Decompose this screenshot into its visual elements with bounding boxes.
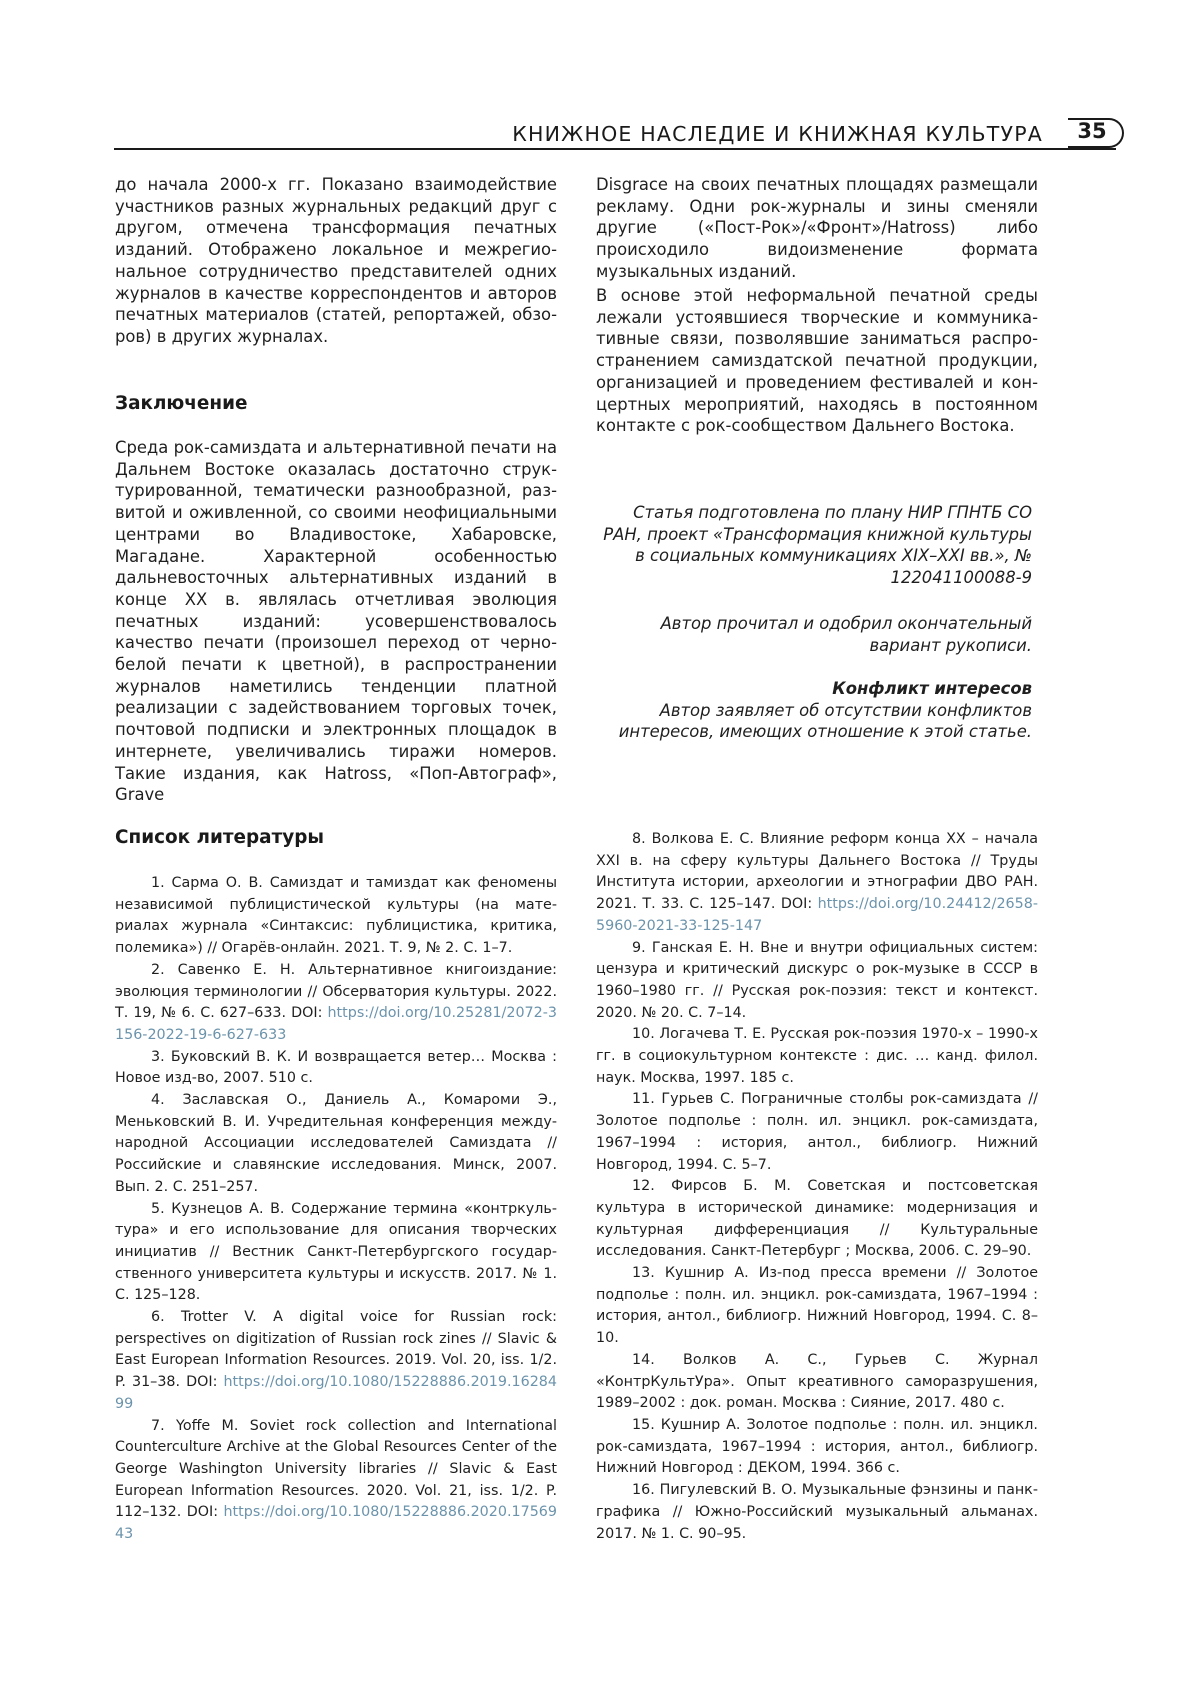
- reference-item: [596, 1176, 1038, 1263]
- header-rule: [114, 148, 1116, 150]
- reference-item: [596, 1089, 1038, 1176]
- reference-doi-link[interactable]: https://doi.org/10.25281/2072-3156-2022-19-6-627-633: [115, 1005, 557, 1043]
- approval-note: Автор прочитал и одобрил окончательный вариант рукописи.: [660, 614, 1032, 655]
- reference-number: 6.: [151, 1309, 182, 1326]
- reference-item: [596, 1350, 1038, 1415]
- references-left: [115, 873, 557, 1546]
- reference-number: 2.: [151, 961, 178, 978]
- reference-text: Буковский В. К. И возвращается ветер… Москва : Новое изд-во, 2007. 510 с.: [115, 1048, 557, 1087]
- conclusion-body: [115, 437, 557, 806]
- reference-text: Фирсов Б. М. Советская и постсоветская культура в исторической динамике: модернизация и культурная дифференциация // Культуральные исследования. Санкт-Петербург ; Москва, 2006. С. 29–90.: [596, 1178, 1038, 1260]
- conflict-block: [600, 678, 1032, 743]
- reference-number: 14.: [632, 1351, 684, 1368]
- reference-number: 12.: [632, 1178, 672, 1195]
- reference-text: Сарма О. В. Самиздат и тамиздат как феномены независимой публицистической культуры (на материалах журнала «Синтаксис: публицистика, критика, полемика») // Огарёв-онлайн. 2021. Т. 9, № 2. С. 1–7.: [115, 875, 558, 957]
- references-right: [596, 829, 1038, 1545]
- reference-number: 10.: [632, 1026, 660, 1043]
- reference-text: Логачева Т. Е. Русская рок-поэзия 1970-х – 1990-х гг. в социокультурном контексте : дис. … канд. филол. наук. Москва, 1997. 185 с.: [596, 1026, 1038, 1086]
- right-paragraph-2: В основе этой неформальной печатной среды лежали устоявшиеся творческие и коммуникативные связи, позволявшие заниматься распространением самиздатской печатной продукции, организацией и проведением фестивалей и концертных мероприятий, находясь в постоянном контакте с рок-сообществом Дальнего Востока.: [596, 286, 1038, 436]
- references-heading: Список литературы: [115, 827, 325, 848]
- reference-text: Кушнир А. Золотое подполье : полн. ил. энцикл. рок-самиздата, 1967–1994 : история, антол., библиогр. Нижний Новгород : ДЕКОМ, 1994. 366 с.: [596, 1416, 1038, 1477]
- reference-number: 5.: [151, 1200, 172, 1217]
- reference-number: 1.: [151, 875, 172, 891]
- funding-note-block: [600, 502, 1032, 589]
- reference-text: Кузнецов А. В. Содержание термина «контркультура» и его использование для описания творческих инициатив // Вестник Санкт-Петербургского государственного университета культуры и искусств. 2017. № 1. С. 125–128.: [115, 1200, 558, 1304]
- page-number: 35: [1077, 119, 1107, 143]
- right-paragraph-1: Disgrace на своих печатных площадях размещали рекламу. Одни рок-журналы и зины сменяли другие («Пост-Рок»/«Фронт»/Hatross) либо происходило видоизменение формата музыкальных изданий.: [596, 175, 1038, 281]
- reference-item: [115, 1307, 557, 1416]
- reference-text: Гурьев С. Пограничные столбы рок-самиздата // Золотое подполье : полн. ил. энцикл. рок-самиздата, 1967–1994 : история, антол., библиогр. Нижний Новгород, 1994. С. 5–7.: [596, 1091, 1038, 1173]
- reference-text: Кушнир А. Из-под пресса времени // Золотое подполье : полн. ил. энцикл. рок-самиздата, 1967–1994 : история, антол., библиогр. Нижний Новгород, 1994. С. 8–10.: [596, 1265, 1038, 1347]
- reference-item: [115, 873, 557, 960]
- reference-number: 15.: [632, 1416, 661, 1433]
- reference-text: Заславская О., Даниель А., Комароми Э., Меньковский В. И. Учредительная конференция международной Ассоциации исследователей Самиздата // Российские и славянские исследования. Минск, 2007. Вып. 2. С. 251–257.: [115, 1092, 558, 1195]
- conclusion-heading: Заключение: [115, 393, 248, 414]
- reference-text: Yoffe M. Soviet rock collection and International Counterculture Archive at the Global Resources Center of the George Washington University libraries // Slavic & East European Information Resources. 2020. Vol. 21, iss. 1/2. P. 112–132. DOI:: [115, 1417, 557, 1521]
- reference-item: [115, 960, 557, 1047]
- left-column-body: [115, 174, 557, 348]
- reference-text: Trotter V. A digital voice for Russian rock: perspectives on digitization of Russian rock zines // Slavic & East European Information Resources. 2019. Vol. 20, iss. 1/2. P. 31–38. DOI:: [115, 1309, 557, 1391]
- approval-note-block: [600, 613, 1032, 656]
- reference-item: [115, 1090, 557, 1199]
- reference-number: 3.: [151, 1048, 171, 1065]
- reference-item: [596, 1263, 1038, 1350]
- conflict-heading: Конфликт интересов: [832, 679, 1032, 698]
- references-heading-block: [115, 827, 557, 848]
- conclusion-section: [115, 393, 557, 414]
- reference-item: [596, 1024, 1038, 1089]
- reference-number: 7.: [151, 1417, 176, 1434]
- reference-item: [596, 829, 1038, 938]
- reference-item: [115, 1199, 557, 1308]
- reference-number: 9.: [632, 939, 652, 956]
- reference-doi-link[interactable]: https://doi.org/10.24412/2658-5960-2021-33-125-147: [596, 896, 1038, 934]
- funding-note: Статья подготовлена по плану НИР ГПНТБ СО РАН, проект «Трансформация книжной культуры в социальных коммуникациях XIX–XXI вв.», № 122041100088-9: [603, 503, 1032, 588]
- reference-number: 16.: [632, 1482, 660, 1499]
- reference-item: [115, 1047, 557, 1090]
- running-title: КНИЖНОЕ НАСЛЕДИЕ И КНИЖНАЯ КУЛЬТУРА: [512, 122, 1043, 146]
- reference-doi-link[interactable]: https://doi.org/10.1080/15228886.2020.1756943: [115, 1504, 557, 1543]
- right-column-body: [596, 174, 1038, 283]
- reference-text: Пигулевский В. О. Музыкальные фэнзины и панкграфика // Южно-Российский музыкальный альманах. 2017. № 1. С. 90–95.: [596, 1482, 1038, 1542]
- reference-text: Волкова Е. С. Влияние реформ конца XX – начала XXI в. на сферу культуры Дальнего Востока // Труды Института истории, археологии и этнографии ДВО РАН. 2021. Т. 33. С. 125–147. DOI:: [596, 831, 1038, 913]
- reference-item: [596, 1415, 1038, 1480]
- reference-number: 11.: [632, 1091, 662, 1108]
- reference-item: [596, 938, 1038, 1025]
- reference-item: [596, 1480, 1038, 1545]
- reference-text: Савенко Е. Н. Альтернативное книгоиздание: эволюция терминологии // Обсерватория культуры. 2022. Т. 19, № 6. С. 627–633. DOI:: [115, 961, 557, 1022]
- intro-paragraph: до начала 2000-х гг. Показано взаимодействие участников разных журнальных редакций друг с другом, отмечена трансформация печатных изданий. Отображено локальное и межрегиональное сотрудничество представителей одних журналов в качестве корреспондентов и авторов печатных материалов (статей, репортажей, обзоров) в других журналах.: [115, 175, 557, 346]
- references-list-left: [115, 873, 557, 1546]
- reference-number: 13.: [632, 1265, 665, 1282]
- references-list-right: [596, 829, 1038, 1545]
- reference-text: Волков А. С., Гурьев С. Журнал «КонтрКультУра». Опыт креативного саморазрушения, 1989–2002 : док. роман. Москва : Сияние, 2017. 480 с.: [596, 1351, 1038, 1412]
- conclusion-paragraph: Среда рок-самиздата и альтернативной печати на Дальнем Востоке оказалась достаточно структурированной, тематически разнообразной, развитой и оживленной, со своими неофициальными центрами во Владивостоке, Хабаровске, Магадане. Характерной особенностью дальневосточных альтернативных изданий в конце XX в. являлась отчетливая эволюция печатных изданий: усовершенствовалось качество печати (произошел переход от черно-белой печати к цветной), в распространении журналов наметились тенденции платной реализации с задействованием торговых точек, почтовой подписки и электронных площадок в интернете, увеличивались тиражи номеров. Такие издания, как Hatross, «Поп-Автограф», Grave: [115, 438, 557, 805]
- right-column-body-2: [596, 285, 1038, 437]
- reference-text: Ганская Е. Н. Вне и внутри официальных систем: цензура и критический дискурс о рок-музыке в СССР в 1960–1980 гг. // Русская рок-поэзия: текст и контекст. 2020. № 20. С. 7–14.: [596, 939, 1038, 1021]
- reference-doi-link[interactable]: https://doi.org/10.1080/15228886.2019.1628499: [115, 1374, 557, 1412]
- reference-item: [115, 1416, 557, 1546]
- reference-number: 8.: [632, 831, 652, 847]
- reference-number: 4.: [151, 1092, 183, 1109]
- conflict-text: Автор заявляет об отсутствии конфликтов интересов, имеющих отношение к этой статье.: [618, 700, 1032, 742]
